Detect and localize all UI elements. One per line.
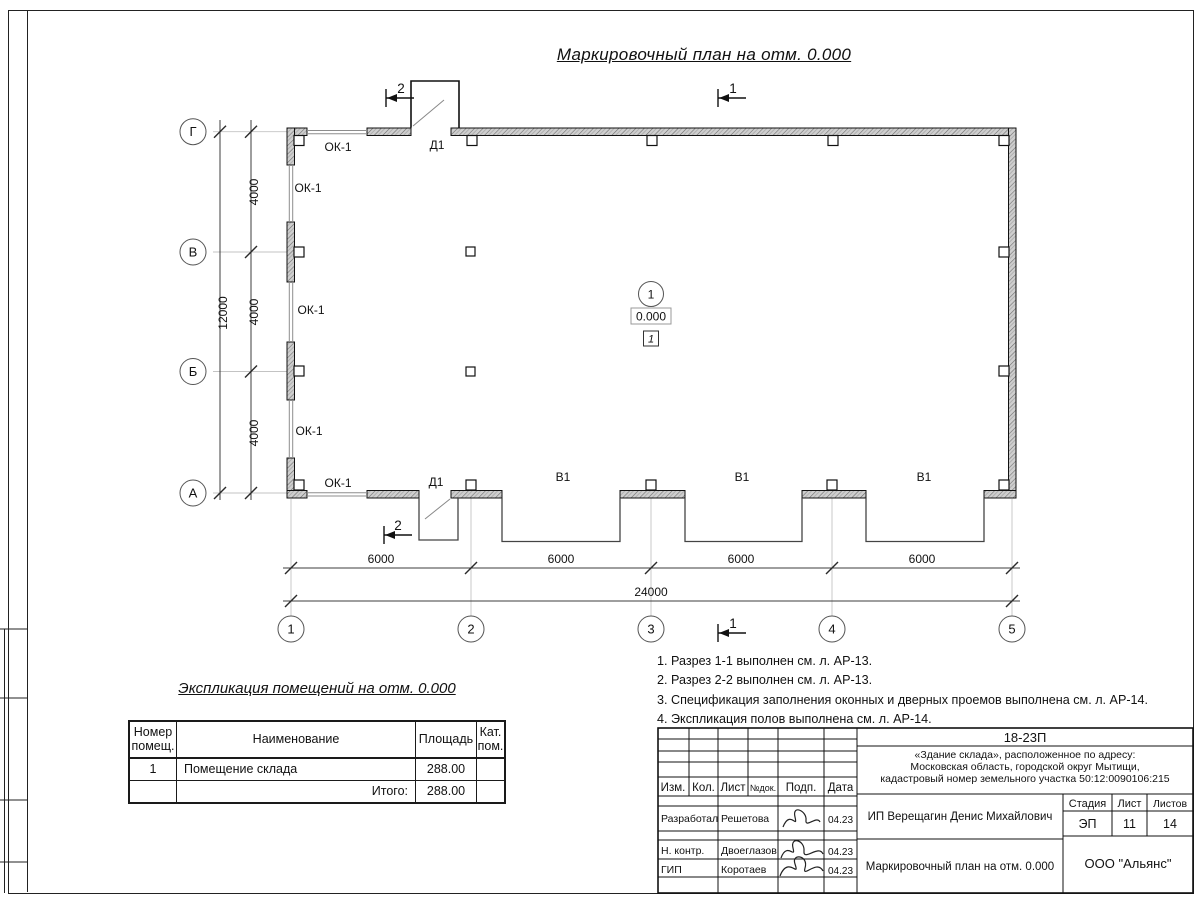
axis-col-3: 3: [647, 621, 655, 637]
explication-header-row: [130, 722, 504, 759]
total-row: [130, 781, 504, 802]
notes-list: [657, 652, 1177, 730]
room-category-cell: [477, 759, 504, 781]
sheets-total: 14: [1163, 817, 1177, 831]
section-2-bottom-label: 2: [394, 518, 402, 533]
floor-type-mark: 1: [647, 333, 655, 346]
window-label-left-1: ОК-1: [294, 181, 322, 195]
sheet-number: 11: [1123, 817, 1136, 831]
axis-row-a: А: [188, 485, 198, 501]
window-label-left-2: ОК-1: [297, 303, 325, 317]
stage-value: ЭП: [1078, 817, 1097, 831]
sheet-title: Маркировочный план на отм. 0.000: [865, 861, 1055, 873]
door-label-top: Д1: [429, 138, 445, 152]
room-name-cell: Помещение склада: [177, 759, 416, 781]
section-1-top-label: 1: [729, 81, 737, 96]
signer-role: Разработал: [661, 813, 719, 825]
total-category-cell: [477, 781, 504, 802]
dimension-ticks: [214, 126, 1018, 607]
note-line: 2. Разрез 2-2 выполнен см. л. АР-13.: [657, 673, 873, 688]
col-podp: Подп.: [785, 782, 817, 794]
section-2-top-label: 2: [397, 81, 405, 96]
address-line: «Здание склада», расположенное по адресу:: [914, 749, 1136, 761]
door-label-bottom: Д1: [428, 475, 444, 489]
signer-name: Коротаев: [721, 864, 767, 876]
dimension-texts: [216, 178, 936, 599]
address-line: Московская область, городской округ Мытищи,: [910, 761, 1140, 773]
signer-name: Двоеглазов: [721, 845, 777, 857]
note-line: 4. Экспликация полов выполнена см. л. АР-14.: [657, 712, 932, 727]
explication-title: Экспликация помещений на отм. 0.000: [178, 680, 456, 697]
section-marker-labels: [394, 81, 737, 631]
signer-role: Н. контр.: [661, 845, 705, 857]
col-header-area: Площадь: [416, 722, 477, 759]
signer-date: 04.23: [827, 847, 854, 858]
col-list: Лист: [720, 782, 746, 794]
gate-label-2: В1: [734, 470, 750, 484]
axis-col-5: 5: [1008, 621, 1016, 637]
sheet-label: Лист: [1117, 798, 1142, 810]
col-header-room-number: Номер помещ.: [130, 722, 177, 759]
dim-4000-3: 4000: [247, 419, 261, 447]
section-1-bottom-label: 1: [729, 616, 737, 631]
ramps: [419, 498, 984, 542]
window-label-top: ОК-1: [324, 140, 352, 154]
room-marker: [631, 282, 671, 347]
dim-24000: 24000: [634, 585, 668, 599]
title-block: [657, 727, 1194, 894]
dim-12000: 12000: [216, 296, 230, 330]
drawing-title: Маркировочный план на отм. 0.000: [556, 45, 852, 64]
axis-row-b: Б: [188, 364, 198, 379]
sheets-label: Листов: [1152, 798, 1188, 810]
project-address: [880, 749, 1169, 785]
axis-row-g: Г: [189, 124, 197, 140]
total-empty-cell: [130, 781, 177, 802]
axis-col-1: 1: [287, 621, 295, 637]
document-number: 18-23П: [1003, 730, 1047, 745]
company-name: ООО "Альянс": [1084, 856, 1172, 871]
gate-label-3: В1: [916, 470, 932, 484]
axis-row-v: В: [188, 244, 198, 260]
col-kol: Кол.: [692, 782, 715, 794]
axis-col-4: 4: [828, 621, 836, 637]
dim-4000-2: 4000: [247, 298, 261, 326]
signer-date: 04.23: [827, 866, 854, 877]
signer-date: 04.23: [827, 815, 854, 826]
col-data: Дата: [827, 782, 854, 794]
axis-circles-bottom: [278, 616, 1025, 642]
dim-6000-2: 6000: [547, 552, 575, 566]
dim-6000-3: 6000: [727, 552, 755, 566]
col-header-category: Кат. пом.: [477, 722, 504, 759]
table-row: [130, 759, 504, 781]
address-line: кадастровый номер земельного участка 50:12:0090106:215: [880, 773, 1170, 785]
axis-col-2: 2: [467, 621, 475, 637]
axis-circles-left: [180, 119, 206, 506]
window-label-left-3: ОК-1: [295, 424, 323, 438]
room-number-cell: 1: [130, 759, 177, 781]
dim-6000-1: 6000: [367, 552, 395, 566]
signer-name: Решетова: [721, 813, 770, 825]
explication-table: [128, 720, 506, 804]
note-line: 1. Разрез 1-1 выполнен см. л. АР-13.: [657, 654, 873, 668]
dim-6000-4: 6000: [908, 552, 936, 566]
stage-label: Стадия: [1068, 798, 1107, 810]
room-area-cell: 288.00: [416, 759, 477, 781]
window-label-bottom: ОК-1: [324, 476, 352, 490]
col-ndok: №док.: [749, 783, 777, 793]
total-area-cell: 288.00: [416, 781, 477, 802]
signer-role: ГИП: [661, 864, 682, 876]
room-number: 1: [647, 287, 655, 302]
total-label-cell: Итого:: [177, 781, 416, 802]
note-line: 3. Спецификация заполнения оконных и дверных проемов выполнена см. л. АР-14.: [657, 692, 1149, 707]
col-header-name: Наименование: [177, 722, 416, 759]
col-izm: Изм.: [660, 782, 686, 794]
dim-4000-1: 4000: [247, 178, 261, 206]
opening-labels: [295, 138, 932, 490]
gate-label-1: В1: [555, 470, 571, 484]
axis-lines: [213, 132, 1012, 640]
client-name: ИП Верещагин Денис Михайлович: [867, 811, 1053, 823]
room-elevation: 0.000: [635, 309, 667, 324]
